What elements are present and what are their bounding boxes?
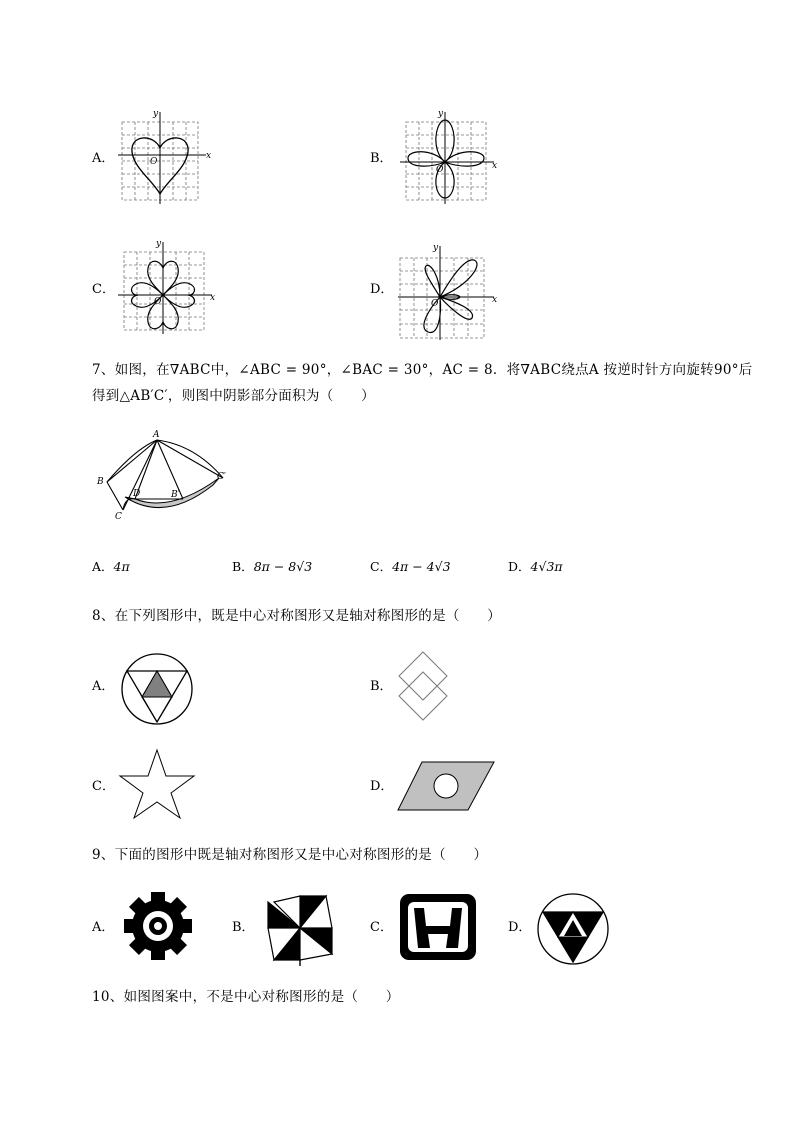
q9-option-b-label[interactable]: B． (232, 920, 255, 935)
axis-y-label: y (153, 109, 159, 119)
q7-option-a[interactable]: A．4π (92, 559, 130, 574)
q7-option-b[interactable]: B．8π − 8√3 (232, 559, 313, 574)
svg-text:y: y (433, 243, 439, 253)
origin-label: O (150, 157, 158, 167)
q9-option-c-label[interactable]: C． (370, 920, 393, 935)
q10-question: 10、如图图案中，不是中心对称图形的是（ ） (92, 989, 400, 1005)
svg-text:O: O (436, 165, 444, 175)
q8-option-c-label[interactable]: C． (92, 779, 115, 794)
svg-text:O: O (431, 299, 439, 309)
svg-text:y: y (156, 239, 162, 249)
q9-option-d-label[interactable]: D． (508, 920, 532, 935)
axis-x-label: x (206, 151, 212, 161)
svg-text:y: y (438, 109, 444, 119)
q8-option-c-figure (118, 748, 196, 820)
q6-option-a-label[interactable]: A． (92, 151, 115, 166)
q6-option-d-label[interactable]: D． (370, 282, 394, 297)
q7-option-c[interactable]: C．4π − 4√3 (370, 559, 451, 574)
q7-rotation-figure (95, 430, 235, 522)
q9-option-c-honda-logo-icon (398, 892, 478, 962)
q6-option-c-label[interactable]: C． (92, 282, 115, 297)
q9-option-a-gear-icon (122, 890, 194, 962)
q6-option-d-figure (398, 240, 498, 340)
q8-option-d-label[interactable]: D． (370, 779, 394, 794)
q6-option-b-figure (400, 110, 500, 206)
point-c-label: C (115, 512, 122, 522)
point-d-label: D (133, 489, 141, 499)
point-bp-label: B′ (171, 490, 180, 500)
q8-option-a-figure (120, 652, 194, 726)
q8-question: 8、在下列图形中，既是中心对称图形又是轴对称图形的是（ ） (92, 608, 502, 624)
q9-option-a-label[interactable]: A． (92, 920, 115, 935)
svg-text:x: x (210, 293, 216, 303)
q8-option-a-label[interactable]: A． (92, 679, 115, 694)
svg-text:x: x (492, 161, 498, 171)
q6-option-b-label[interactable]: B． (370, 151, 393, 166)
point-a-label: A (153, 430, 160, 440)
point-cp-label: C′ (217, 472, 226, 482)
q8-option-b-figure (396, 650, 450, 724)
q9-option-d-figure (536, 892, 610, 966)
q9-option-b-pinwheel-icon (260, 890, 340, 966)
q7-question-line2: 得到△AB′C′，则图中阴影部分面积为（ ） (92, 388, 375, 404)
q7-option-d[interactable]: D．4√3π (508, 559, 563, 574)
q8-option-b-label[interactable]: B． (370, 679, 393, 694)
point-b-label: B (97, 477, 104, 487)
svg-text:O: O (154, 297, 162, 307)
q6-option-c-figure (118, 240, 218, 336)
q9-question: 9、下面的图形中既是轴对称图形又是中心对称图形的是（ ） (92, 847, 488, 863)
q8-option-d-figure (396, 760, 496, 812)
svg-text:x: x (492, 295, 498, 305)
q7-question-line1: 7、如图，在∇ABC中，∠ABC = 90°，∠BAC = 30°，AC = 8．将∇ABC绕点A 按逆时针方向旋转90°后 (92, 362, 753, 378)
q6-option-a-figure (118, 110, 214, 206)
